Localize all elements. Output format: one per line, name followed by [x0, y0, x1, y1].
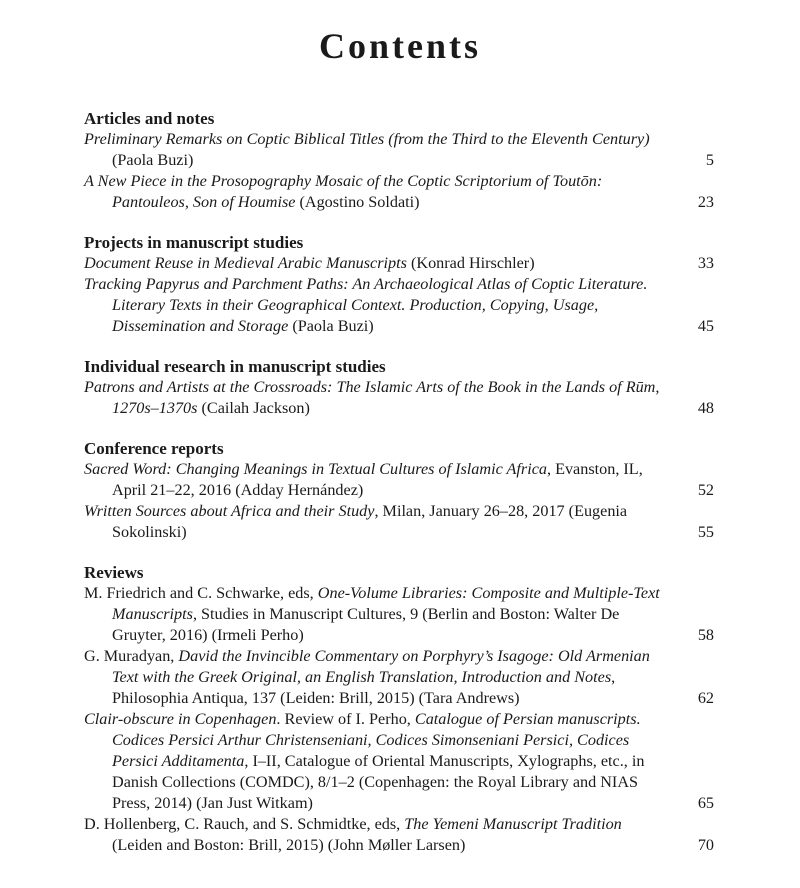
page-number: 48: [697, 399, 714, 417]
entry-meta-text: , Philosophia Antiqua, 137 (Leiden: Brill, 2015) (Tara Andrews): [112, 668, 616, 707]
entry-meta-text: G. Muradyan,: [84, 647, 179, 665]
page-number: 23: [697, 193, 714, 211]
page-number: 65: [697, 794, 714, 812]
toc-section: [84, 562, 714, 856]
page-title: Contents: [318, 26, 481, 66]
entry-title-text: Century): [592, 130, 650, 148]
toc-entry[interactable]: [84, 274, 714, 337]
entry-title-text: One-Volume Libraries: Composite and Multiple-Text Manuscripts: [112, 584, 660, 623]
section-title: Articles and notes: [84, 109, 215, 128]
toc-section: [84, 232, 714, 337]
toc-entry[interactable]: [84, 501, 714, 543]
toc-entry[interactable]: [84, 377, 714, 419]
toc-entry[interactable]: [84, 646, 714, 709]
entry-meta-text: (Paola Buzi): [112, 151, 194, 169]
page-number: 45: [697, 317, 714, 335]
entry-title-text: Preliminary Remarks on Coptic Biblical Titles (from the Third to the Eleventh: [84, 130, 588, 148]
section-title: Individual research in manuscript studies: [84, 357, 386, 376]
entry-title-text: Catalogue of Persian manuscripts. Codices Persici Arthur Christenseniani, Codices Simonseniani Persici, Codices Persici Additamenta: [112, 710, 641, 770]
toc-section: [84, 356, 714, 419]
toc-entry[interactable]: [84, 459, 714, 501]
entry-meta-text: (Konrad Hirschler): [406, 254, 535, 272]
page-number: 58: [697, 626, 714, 644]
page-number: 55: [697, 523, 714, 541]
page-number: 62: [697, 689, 714, 707]
entry-meta-text: (Leiden and Boston: Brill, 2015) (John Møller Larsen): [112, 836, 466, 854]
entry-title-text: Document Reuse in Medieval Arabic Manuscripts: [84, 254, 407, 272]
page-number: 5: [705, 151, 714, 169]
toc-entry[interactable]: [84, 129, 714, 171]
entry-meta-text: (Paola Buzi): [288, 317, 374, 335]
section-title: Conference reports: [84, 439, 224, 458]
page-number: 33: [697, 254, 714, 272]
page-number: 52: [697, 481, 714, 499]
entry-meta-text: , I–II, Catalogue of Oriental Manuscripts, Xylographs, etc., in Danish Collections (COMDC), 8/1–2 (Copenhagen: the Royal Library and NIAS Press, 2014) (Jan Just Witkam): [112, 752, 645, 812]
entry-meta-text: , Milan, January 26–28, 2017 (Eugenia Sokolinski): [112, 502, 628, 541]
entry-meta-text: D. Hollenberg, C. Rauch, and S. Schmidtke, eds,: [84, 815, 405, 833]
page-number: 70: [697, 836, 714, 854]
entry-meta-text: . Review of I. Perho,: [276, 710, 415, 728]
entry-meta-text: (Cailah Jackson): [197, 399, 310, 417]
toc-entry[interactable]: [84, 709, 714, 814]
toc-entry[interactable]: [84, 583, 714, 646]
entry-title-text: David the Invincible Commentary on Porphyry’s Isagoge: Old Armenian Text with the Greek Original, an English Translation, Introduction and Notes: [112, 647, 650, 686]
entry-meta-text: M. Friedrich and C. Schwarke, eds,: [84, 584, 318, 602]
toc-entry[interactable]: [84, 814, 714, 856]
section-title: Reviews: [84, 563, 144, 582]
entry-meta-text: (Agostino Soldati): [295, 193, 420, 211]
entry-title-text: A New Piece in the Prosopography Mosaic of the Coptic Scriptorium of Toutōn: Pantouleos, Son of Houmise: [84, 172, 603, 211]
entry-title-text: Tracking Papyrus and Parchment Paths: An Archaeological Atlas of Coptic Literature. Literary Texts in their Geographical Context. Production, Copying, Usage, Dissemination and Storage: [84, 275, 648, 335]
entry-title-text: Clair-obscure in Copenhagen: [84, 710, 277, 728]
entry-title-text: The Yemeni Manuscript Tradition: [404, 815, 622, 833]
toc-entry[interactable]: [84, 253, 714, 274]
entry-meta-text: , Evanston, IL, April 21–22, 2016 (Adday Hernández): [112, 460, 643, 499]
entry-title-text: Written Sources about Africa and their Study: [84, 502, 375, 520]
toc-section: [84, 438, 714, 543]
entry-title-text: Patrons and Artists at the Crossroads: The Islamic Arts of the Book in the Lands of Rūm, 1270s–1370s: [84, 378, 660, 417]
entry-title-text: Sacred Word: Changing Meanings in Textual Cultures of Islamic Africa: [84, 460, 547, 478]
toc-section: [84, 108, 714, 213]
toc-entry[interactable]: [84, 171, 714, 213]
entry-meta-text: , Studies in Manuscript Cultures, 9 (Berlin and Boston: Walter De Gruyter, 2016) (Irmeli Perho): [112, 605, 620, 644]
table-of-contents: [84, 108, 714, 856]
section-title: Projects in manuscript studies: [84, 233, 304, 252]
